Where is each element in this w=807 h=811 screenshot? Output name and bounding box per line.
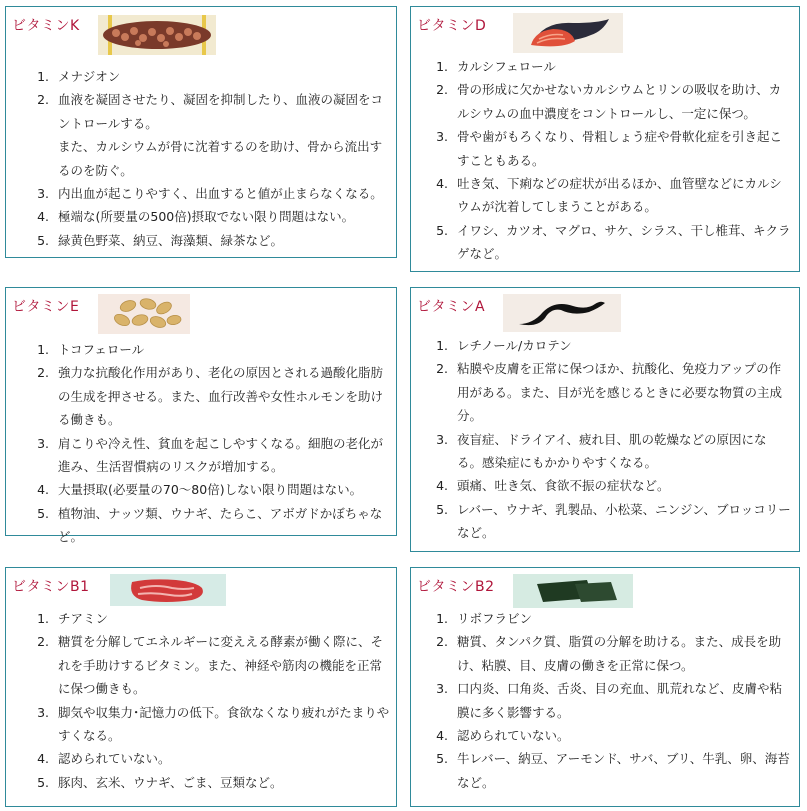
card-vitamin-e xyxy=(5,287,397,545)
item-list xyxy=(433,334,791,545)
list-item: 5. 植物油、ナッツ類、ウナギ、たらこ、アボガドかぼちゃなど。 xyxy=(37,505,383,545)
list-item: 2. 粘膜や皮膚を正常に保つほか、抗酸化、免疫力アップの作用がある。また、目が光を感じるときに必要な物質の主成分。 xyxy=(436,361,783,424)
item-list xyxy=(34,65,388,252)
list-item: 3. 口内炎、口角炎、舌炎、目の充血、肌荒れなど、皮膚や粘膜に多く影響する。 xyxy=(436,681,783,720)
salmon-icon xyxy=(513,13,623,53)
list-item: 5. 牛レバー、納豆、アーモンド、サバ、ブリ、牛乳、卵、海苔など。 xyxy=(436,751,790,790)
card-vitamin-a xyxy=(410,287,800,552)
list-item: 4. 頭痛、吐き気、食欲不振の症状など。 xyxy=(436,478,670,494)
card-vitamin-b2 xyxy=(410,567,800,807)
item-list xyxy=(433,607,793,794)
list-item: 3. 骨や歯がもろくなり、骨粗しょう症や骨軟化症を引き起こすこともある。 xyxy=(436,129,783,168)
item-list xyxy=(433,55,793,266)
list-item: 2. 強力な抗酸化作用があり、老化の原因とされる過酸化脂肪の生成を押させる。また、血行改善や女性ホルモンを助ける働きも。 xyxy=(37,365,384,428)
list-item: 3. 夜盲症、ドライアイ、疲れ目、肌の乾燥などの原因になる。感染症にもかかりやすくなる。 xyxy=(436,431,767,471)
list-item: 1. カルシフェロール xyxy=(436,59,556,74)
list-item: 4. 極端な(所要量の500倍)摂取でない限り問題はない。 xyxy=(37,209,355,225)
card-heading: ビタミンE xyxy=(12,299,80,315)
list-item: 5. レバー、ウナギ、乳製品、小松菜、ニンジン、ブロッコリーなど。 xyxy=(436,501,791,541)
list-item: 5. 豚肉、玄米、ウナギ、ごま、豆類など。 xyxy=(37,774,283,790)
list-item: 3. 脚気や収集力･記憶力の低下。食欲なくなり疲れがたまりやすくなる。 xyxy=(37,704,390,744)
item-list xyxy=(34,338,390,549)
card-heading: ビタミンA xyxy=(417,299,486,315)
list-item: 4. 認められていない。 xyxy=(436,728,570,744)
list-item: 4. 大量摂取(必要量の70〜80倍)しない限り問題はない。 xyxy=(37,482,363,498)
list-item: 2. 血液を凝固させたり、凝固を抑制したり、血液の凝固をコントロールする。 また、カルシウムが骨に沈着するのを助け、骨から流出するのを防ぐ。 xyxy=(37,92,384,178)
list-item: 5. 緑黄色野菜、納豆、海藻類、緑茶など。 xyxy=(37,232,284,248)
list-item: 1. リボフラビン xyxy=(436,611,533,626)
list-item: 3. 内出血が起こりやすく、出血すると値が止まらなくなる。 xyxy=(37,186,383,202)
card-heading: ビタミンK xyxy=(12,18,80,34)
list-item: 4. 吐き気、下痢などの症状が出るほか、血管壁などにカルシウムが沈着してしまうことがある。 xyxy=(436,176,782,215)
list-item: 2. 骨の形成に欠かせないカルシウムとリンの吸収を助け、カルシウムの血中濃度をコントロールし、一定に保つ。 xyxy=(436,82,782,121)
list-item: 5. イワシ、カツオ、マグロ、サケ、シラス、干し椎茸、キクラゲなど。 xyxy=(436,222,791,262)
list-item: 2. 糖質を分解してエネルギーに変ええる酵素が働く際に、それを手助けするビタミン。また、神経や筋肉の機能を正常に保つ働きも。 xyxy=(37,634,384,697)
card-vitamin-b1 xyxy=(5,567,397,807)
eel-icon xyxy=(503,294,621,332)
seaweed-icon xyxy=(513,574,633,608)
list-item: 2. 糖質、タンパク質、脂質の分解を助ける。また、成長を助け、粘膜、目、皮膚の働きを正常に保つ。 xyxy=(436,634,782,673)
natto-beans-icon xyxy=(98,15,216,55)
list-item: 1. チアミン xyxy=(37,611,109,626)
list-item: 4. 認められていない。 xyxy=(37,751,171,767)
card-heading: ビタミンD xyxy=(417,18,487,34)
card-heading: ビタミンB2 xyxy=(417,579,495,595)
list-item: 3. 肩こりや冷え性、貧血を起こしやすくなる。細胞の老化が進み、生活習慣病のリスクが増加する。 xyxy=(37,435,384,475)
list-item: 1. メナジオン xyxy=(37,69,121,84)
almonds-icon xyxy=(98,294,190,334)
card-heading: ビタミンB1 xyxy=(12,579,90,595)
card-vitamin-k xyxy=(5,6,397,258)
item-list xyxy=(34,607,390,794)
list-item: 1. トコフェロール xyxy=(37,342,145,357)
meat-icon xyxy=(110,574,226,606)
list-item: 1. レチノール/カロテン xyxy=(436,338,572,353)
card-vitamin-d xyxy=(410,6,800,272)
